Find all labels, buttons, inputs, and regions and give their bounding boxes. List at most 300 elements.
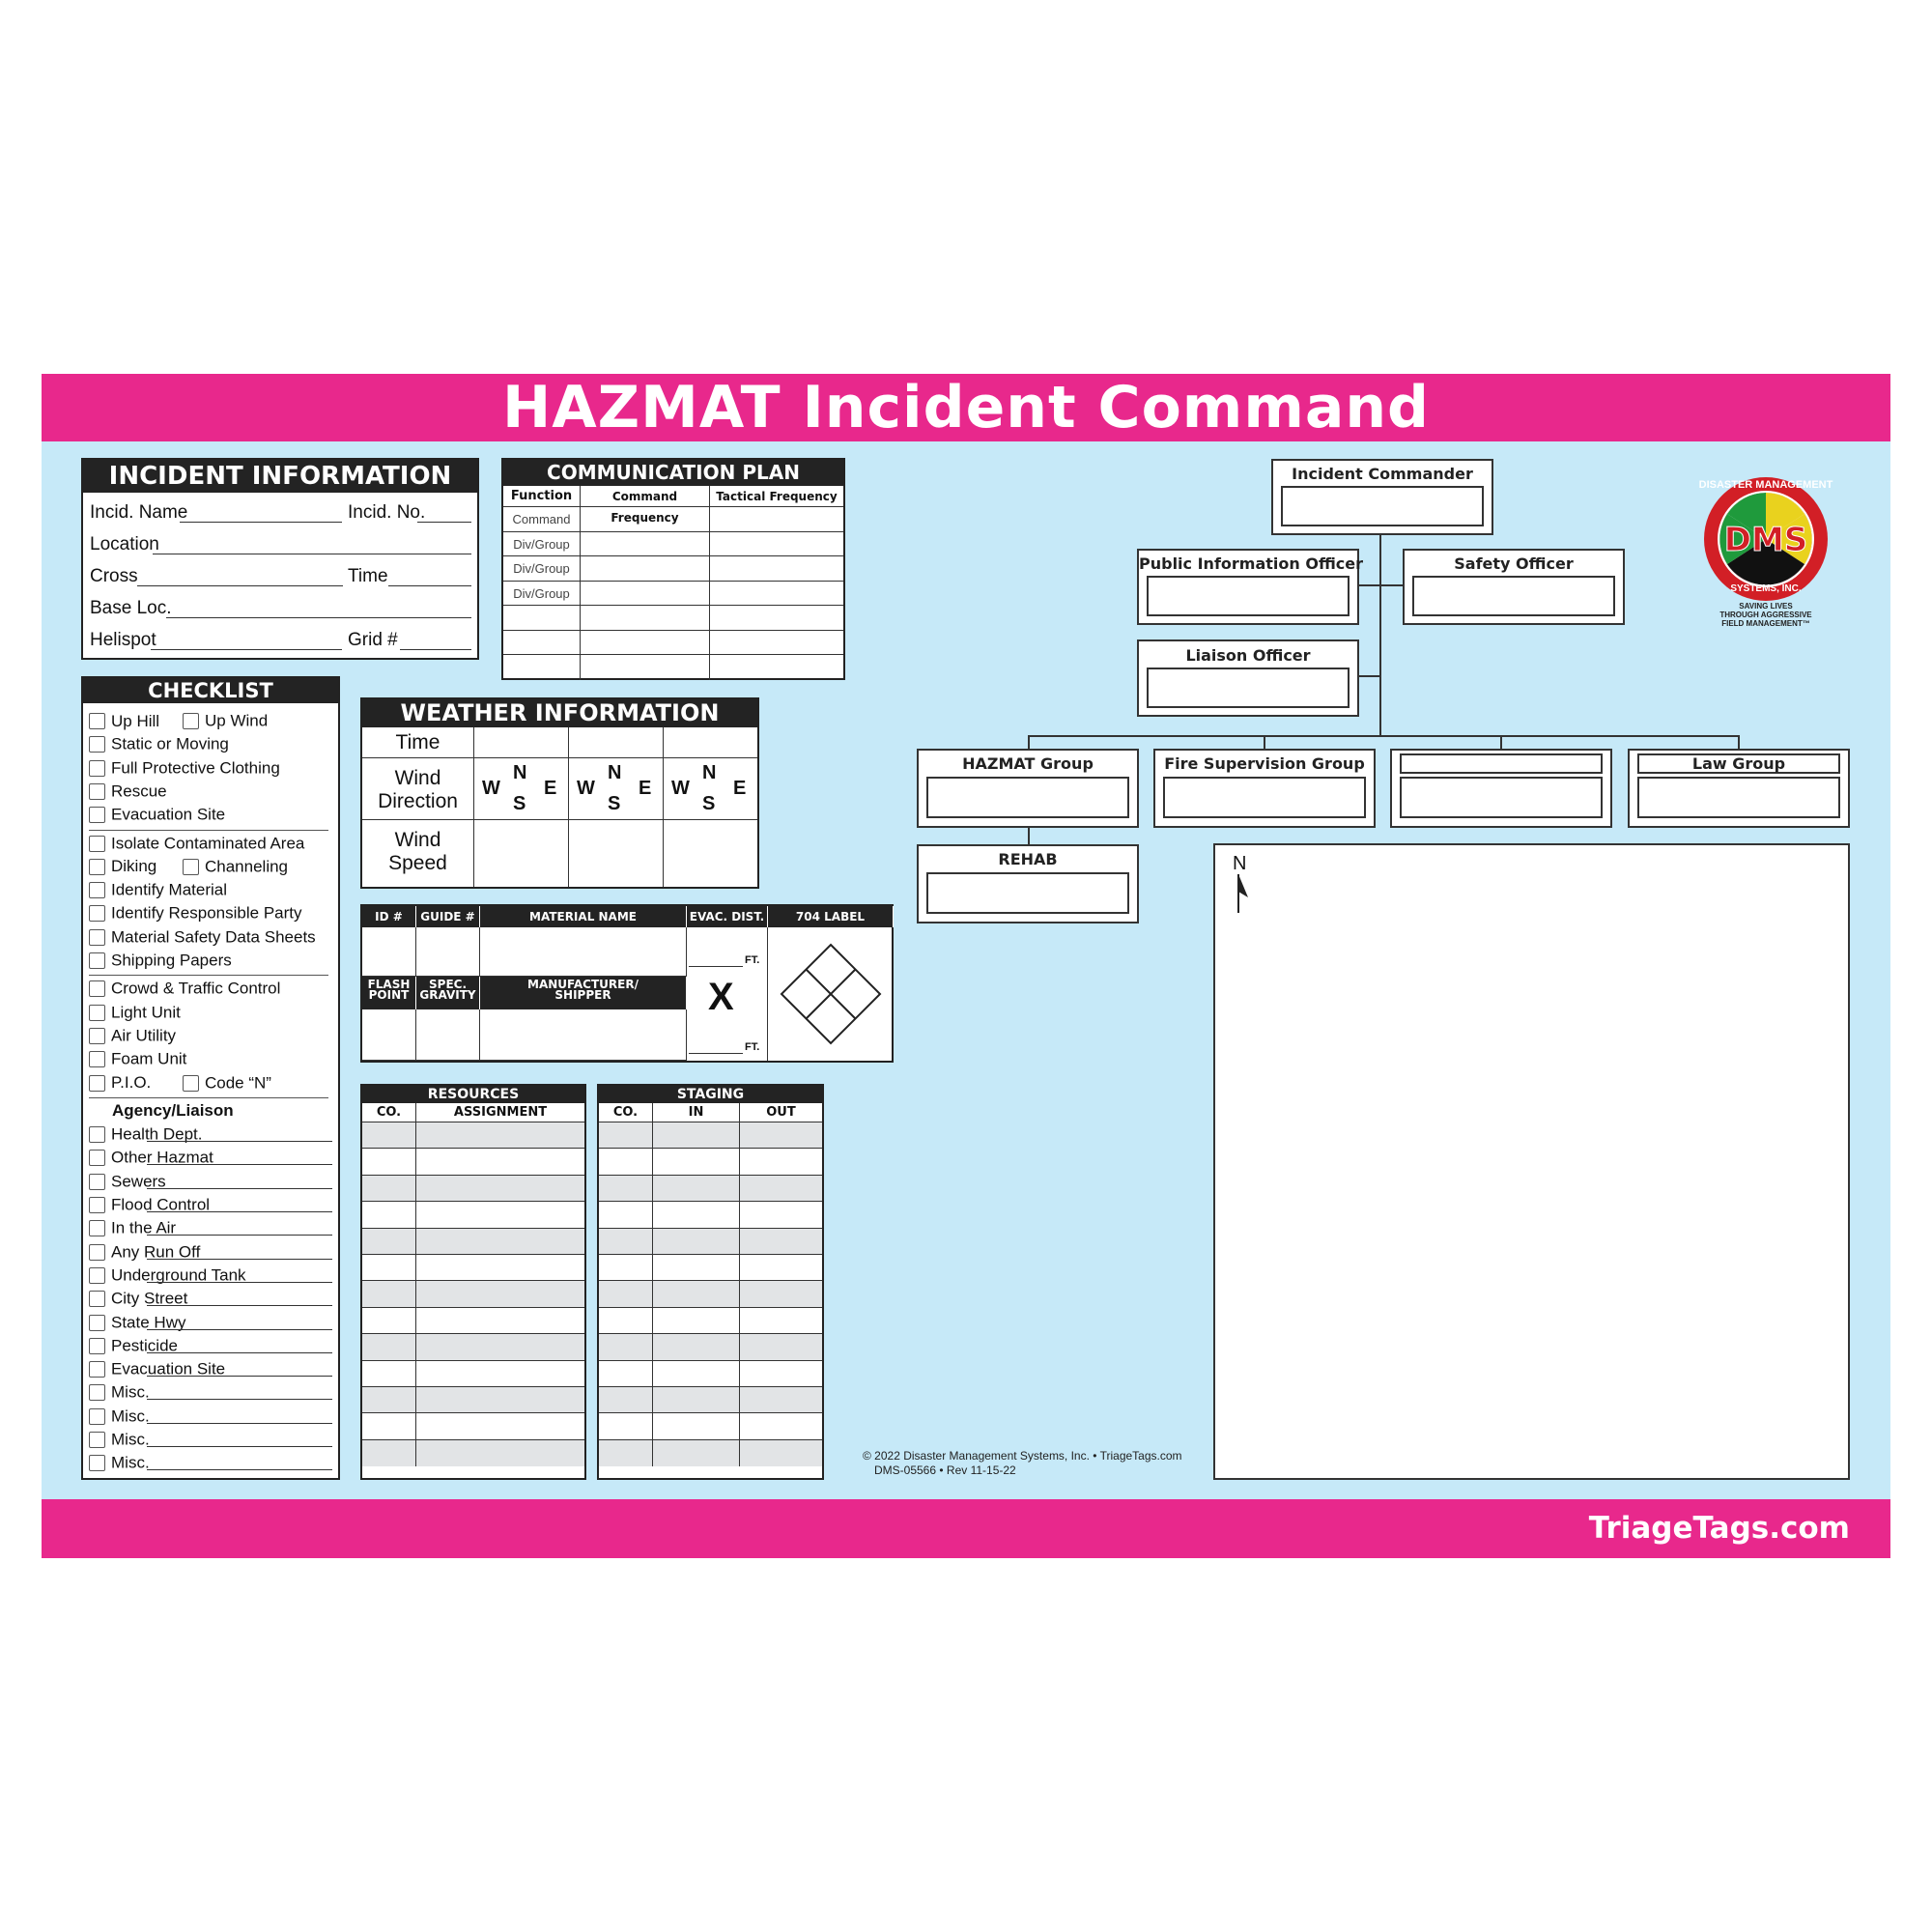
staging-cell[interactable] xyxy=(740,1149,822,1175)
comm-col-header: Tactical Frequency xyxy=(710,486,843,507)
weather-row-label xyxy=(362,727,474,758)
checkbox[interactable] xyxy=(89,952,105,969)
agency-item-label: In the Air xyxy=(111,1218,177,1237)
rehab-field[interactable] xyxy=(926,872,1129,914)
comm-frequency-cell[interactable] xyxy=(710,507,843,532)
flash-point-cell[interactable] xyxy=(362,1009,416,1061)
checklist-item[interactable] xyxy=(89,781,167,801)
sketch-map-area[interactable] xyxy=(1213,843,1850,1480)
hazmat-group-box xyxy=(917,749,1139,828)
checklist-item[interactable] xyxy=(89,1026,176,1045)
checkbox[interactable] xyxy=(89,1244,105,1261)
safety-officer-box xyxy=(1403,549,1625,625)
nfpa-704-diamond-icon[interactable] xyxy=(768,927,894,1061)
staging-cell[interactable] xyxy=(740,1255,822,1281)
grid-label: Grid # xyxy=(348,630,398,650)
safety-officer-label: Safety Officer xyxy=(1454,554,1574,573)
agency-item-line[interactable] xyxy=(147,1305,332,1306)
rehab-box xyxy=(917,844,1139,923)
comm-frequency-cell[interactable] xyxy=(581,556,710,582)
evac-ft-label-top: FT. xyxy=(745,954,760,966)
staging-cell[interactable] xyxy=(653,1149,740,1175)
staging-cell[interactable] xyxy=(740,1176,822,1202)
staging-cell[interactable] xyxy=(740,1440,822,1466)
checkbox[interactable] xyxy=(89,929,105,946)
resources-cell[interactable] xyxy=(362,1361,416,1387)
checklist-item[interactable] xyxy=(89,979,280,998)
checklist-item-label: Foam Unit xyxy=(111,1049,187,1068)
checkbox[interactable] xyxy=(89,836,105,852)
time-field[interactable] xyxy=(388,585,471,586)
org-groups-bar xyxy=(1028,735,1740,737)
evac-ft-line-top[interactable] xyxy=(689,966,743,967)
agency-item-label: Misc. xyxy=(111,1430,150,1449)
communication-plan-header: COMMUNICATION PLAN xyxy=(503,460,843,486)
logo-tagline xyxy=(1681,602,1851,628)
agency-item-line[interactable] xyxy=(147,1376,332,1377)
resources-cell[interactable] xyxy=(362,1255,416,1281)
org-drop-fire xyxy=(1264,735,1265,750)
agency-item[interactable] xyxy=(89,1313,332,1332)
weather-value-cell[interactable] xyxy=(664,758,757,820)
checkbox[interactable] xyxy=(89,1361,105,1378)
comm-function-cell: Div/Group xyxy=(503,556,581,582)
resources-cell[interactable] xyxy=(416,1281,584,1307)
compass-w: W xyxy=(671,778,690,799)
rehab-label: REHAB xyxy=(998,850,1058,868)
weather-value-cell[interactable] xyxy=(474,820,569,887)
checkbox[interactable] xyxy=(89,1315,105,1331)
agency-item-label: Underground Tank xyxy=(111,1265,246,1285)
comm-frequency-cell[interactable] xyxy=(710,655,843,680)
staging-cell[interactable] xyxy=(653,1387,740,1413)
resources-cell[interactable] xyxy=(416,1334,584,1360)
comm-frequency-cell[interactable] xyxy=(710,532,843,557)
compass-n: N xyxy=(608,762,622,783)
resources-cell[interactable] xyxy=(416,1255,584,1281)
checkbox[interactable] xyxy=(89,1150,105,1166)
compass-e: E xyxy=(733,778,747,799)
staging-cell[interactable] xyxy=(599,1440,653,1466)
comm-frequency-cell[interactable] xyxy=(581,532,710,557)
checkbox[interactable] xyxy=(89,1028,105,1044)
staging-cell[interactable] xyxy=(653,1308,740,1334)
resources-cell[interactable] xyxy=(362,1122,416,1149)
staging-cell[interactable] xyxy=(740,1281,822,1307)
comm-frequency-cell[interactable] xyxy=(581,507,710,532)
spec-gravity-header xyxy=(416,977,480,1009)
weather-value-cell[interactable] xyxy=(569,727,664,758)
staging-cell[interactable] xyxy=(599,1176,653,1202)
agency-item-label: Misc. xyxy=(111,1382,150,1402)
resources-cell[interactable] xyxy=(362,1387,416,1413)
evac-distance-cell[interactable] xyxy=(687,927,768,1061)
law-group-title-frame xyxy=(1637,753,1840,774)
material-header-line: SPEC. xyxy=(429,978,467,991)
agency-item[interactable] xyxy=(89,1242,332,1262)
comm-function-cell xyxy=(503,631,581,656)
checklist-panel xyxy=(81,676,340,1480)
resources-cell[interactable] xyxy=(362,1176,416,1202)
cross-label: Cross xyxy=(90,566,138,586)
law-group-field[interactable] xyxy=(1637,777,1840,818)
checklist-item-label: Up Hill xyxy=(111,711,160,730)
agency-item-line[interactable] xyxy=(147,1399,332,1400)
agency-item-label: Evacuation Site xyxy=(111,1359,226,1378)
staging-cell[interactable] xyxy=(653,1440,740,1466)
liaison-officer-label: Liaison Officer xyxy=(1185,646,1311,665)
weather-wind-speed-label: Speed xyxy=(388,852,447,874)
org-pio-connector xyxy=(1358,584,1403,586)
checkbox[interactable] xyxy=(89,1338,105,1354)
incident-commander-field[interactable] xyxy=(1281,486,1484,526)
checkbox[interactable] xyxy=(183,1075,199,1092)
blank-group-field[interactable] xyxy=(1400,777,1603,818)
checkbox[interactable] xyxy=(183,713,199,729)
checkbox[interactable] xyxy=(89,760,105,777)
comm-col-header: Function xyxy=(503,486,581,507)
agency-item-line[interactable] xyxy=(147,1282,332,1283)
material-header-line: MANUFACTURER/ xyxy=(527,978,639,991)
checkbox[interactable] xyxy=(89,1432,105,1448)
resources-column-header: CO. xyxy=(362,1103,416,1122)
staging-cell[interactable] xyxy=(599,1413,653,1439)
material-header-line: GRAVITY xyxy=(419,988,476,1002)
copyright-line2: DMS-05566 • Rev 11-15-22 xyxy=(874,1463,1016,1477)
comm-function-cell: Div/Group xyxy=(503,582,581,607)
incid-no-field[interactable] xyxy=(417,522,471,523)
resources-cell[interactable] xyxy=(362,1440,416,1466)
staging-cell[interactable] xyxy=(653,1413,740,1439)
weather-wind-speed-label: Wind xyxy=(394,829,441,851)
material-header-line: POINT xyxy=(368,988,410,1002)
checkbox[interactable] xyxy=(89,736,105,753)
evac-x-mark: X xyxy=(708,976,734,1018)
comm-function-cell: Command xyxy=(503,507,581,532)
checklist-item-label: Isolate Contaminated Area xyxy=(111,834,305,853)
checklist-item[interactable] xyxy=(89,734,229,753)
checklist-item-label: Material Safety Data Sheets xyxy=(111,927,316,947)
staging-cell[interactable] xyxy=(653,1334,740,1360)
safety-officer-field[interactable] xyxy=(1412,576,1615,616)
incident-information-header: INCIDENT INFORMATION xyxy=(83,460,477,493)
checklist-item[interactable] xyxy=(89,880,227,899)
helispot-field[interactable] xyxy=(151,649,342,650)
agency-item-line[interactable] xyxy=(147,1211,332,1212)
staging-cell[interactable] xyxy=(599,1361,653,1387)
checklist-header: CHECKLIST xyxy=(83,678,338,703)
resources-cell[interactable] xyxy=(362,1413,416,1439)
checklist-item-label: Air Utility xyxy=(111,1026,177,1045)
resources-cell[interactable] xyxy=(416,1176,584,1202)
checkbox[interactable] xyxy=(89,859,105,875)
checkbox[interactable] xyxy=(89,1408,105,1425)
agency-item[interactable] xyxy=(89,1406,332,1426)
pio-box xyxy=(1137,549,1364,625)
footer-site: TriageTags.com xyxy=(1588,1511,1850,1546)
helispot-label: Helispot xyxy=(90,630,156,650)
checklist-item-pair xyxy=(89,857,288,876)
staging-cell[interactable] xyxy=(599,1202,653,1228)
agency-item-line[interactable] xyxy=(147,1164,332,1165)
resources-cell[interactable] xyxy=(362,1229,416,1255)
agency-item[interactable] xyxy=(89,1172,332,1191)
checkbox[interactable] xyxy=(89,783,105,800)
agency-item[interactable] xyxy=(89,1148,332,1167)
staging-cell[interactable] xyxy=(740,1122,822,1149)
north-label: N xyxy=(1233,853,1247,874)
checklist-item-label: Rescue xyxy=(111,781,167,801)
checklist-item-label: Channeling xyxy=(205,857,289,876)
weather-value-cell[interactable] xyxy=(474,727,569,758)
staging-cell[interactable] xyxy=(599,1229,653,1255)
org-trunk xyxy=(1379,534,1381,737)
staging-cell[interactable] xyxy=(653,1176,740,1202)
logo-center-text: DMS xyxy=(1723,521,1808,559)
resources-cell[interactable] xyxy=(416,1387,584,1413)
material-table xyxy=(360,904,894,1063)
north-arrow-icon xyxy=(1235,874,1254,913)
resources-cell[interactable] xyxy=(362,1202,416,1228)
guide-header: GUIDE # xyxy=(416,906,480,927)
manufacturer-header xyxy=(480,977,687,1009)
checkbox[interactable] xyxy=(89,1384,105,1401)
resources-table xyxy=(360,1084,586,1480)
checkbox[interactable] xyxy=(89,980,105,997)
agency-item-line[interactable] xyxy=(147,1235,332,1236)
law-group-box xyxy=(1628,749,1850,828)
staging-cell[interactable] xyxy=(599,1122,653,1149)
resources-cell[interactable] xyxy=(416,1361,584,1387)
weather-value-cell[interactable] xyxy=(569,758,664,820)
weather-wind-direction-label: Wind xyxy=(394,767,441,789)
resources-cell[interactable] xyxy=(416,1229,584,1255)
resources-cell[interactable] xyxy=(416,1149,584,1175)
dms-logo xyxy=(1681,475,1851,649)
weather-value-cell[interactable] xyxy=(664,727,757,758)
staging-cell[interactable] xyxy=(653,1122,740,1149)
weather-value-cell[interactable] xyxy=(474,758,569,820)
resources-header: RESOURCES xyxy=(362,1086,584,1103)
staging-cell[interactable] xyxy=(653,1361,740,1387)
comm-frequency-cell[interactable] xyxy=(581,655,710,680)
checkbox[interactable] xyxy=(89,1051,105,1067)
checklist-item[interactable] xyxy=(89,927,316,947)
fire-supervision-group-box xyxy=(1153,749,1376,828)
logo-tagline-3: FIELD MANAGEMENT™ xyxy=(1721,619,1810,628)
weather-value-cell[interactable] xyxy=(664,820,757,887)
copyright xyxy=(863,1449,1182,1478)
resources-cell[interactable] xyxy=(362,1308,416,1334)
checklist-item[interactable] xyxy=(89,758,280,778)
checkbox[interactable] xyxy=(89,1126,105,1143)
agency-item-label: Other Hazmat xyxy=(111,1148,213,1167)
law-group-label: Law Group xyxy=(1691,754,1786,773)
id-cell[interactable] xyxy=(362,927,416,977)
checkbox[interactable] xyxy=(89,882,105,898)
checklist-item-label: Diking xyxy=(111,857,157,876)
comm-frequency-cell[interactable] xyxy=(710,556,843,582)
agency-item[interactable] xyxy=(89,1430,332,1449)
label704-header: 704 LABEL xyxy=(768,906,894,927)
agency-item-label: Misc. xyxy=(111,1453,150,1472)
agency-item[interactable] xyxy=(89,1124,332,1144)
comm-frequency-cell[interactable] xyxy=(710,631,843,656)
agency-item[interactable] xyxy=(89,1218,332,1237)
comm-frequency-cell[interactable] xyxy=(581,631,710,656)
staging-cell[interactable] xyxy=(599,1281,653,1307)
checklist-divider xyxy=(89,830,328,831)
checkbox[interactable] xyxy=(89,1197,105,1213)
incid-no-label: Incid. No. xyxy=(348,502,426,523)
compass-w: W xyxy=(482,778,500,799)
copyright-line1: © 2022 Disaster Management Systems, Inc. • TriageTags.com xyxy=(863,1449,1182,1463)
hazmat-group-field[interactable] xyxy=(926,777,1129,818)
staging-cell[interactable] xyxy=(599,1308,653,1334)
checkbox[interactable] xyxy=(89,1174,105,1190)
checklist-item-label: Light Unit xyxy=(111,1003,181,1022)
liaison-officer-box xyxy=(1137,639,1359,717)
checkbox[interactable] xyxy=(89,1220,105,1236)
checkbox[interactable] xyxy=(89,1455,105,1471)
resources-cell[interactable] xyxy=(362,1281,416,1307)
staging-header: STAGING xyxy=(599,1086,822,1103)
staging-cell[interactable] xyxy=(740,1413,822,1439)
resources-cell[interactable] xyxy=(416,1308,584,1334)
staging-cell[interactable] xyxy=(740,1229,822,1255)
agency-item-line[interactable] xyxy=(147,1469,332,1470)
pio-label: Public Information Officer xyxy=(1139,554,1364,573)
staging-cell[interactable] xyxy=(599,1334,653,1360)
weather-row-label xyxy=(362,758,474,820)
evac-ft-label-bottom: FT. xyxy=(745,1041,760,1053)
page-title: HAZMAT Incident Command xyxy=(501,374,1430,441)
weather-time-label: Time xyxy=(395,731,440,753)
checklist-item-label: Shipping Papers xyxy=(111,951,232,970)
blank-group-title-field[interactable] xyxy=(1400,753,1603,774)
staging-cell[interactable] xyxy=(740,1387,822,1413)
checkbox[interactable] xyxy=(183,859,199,875)
agency-item-line[interactable] xyxy=(147,1352,332,1353)
weather-wind-direction-label: Direction xyxy=(378,790,458,812)
manufacturer-cell[interactable] xyxy=(480,1009,687,1061)
agency-item[interactable] xyxy=(89,1336,332,1355)
material-header-line: SHIPPER xyxy=(554,988,611,1002)
checklist-item[interactable] xyxy=(89,1049,186,1068)
checkbox[interactable] xyxy=(89,1267,105,1284)
comm-frequency-cell[interactable] xyxy=(710,606,843,631)
agency-item[interactable] xyxy=(89,1265,332,1285)
base-loc-field[interactable] xyxy=(166,617,471,618)
checkbox[interactable] xyxy=(89,713,105,729)
pio-field[interactable] xyxy=(1147,576,1350,616)
resources-cell[interactable] xyxy=(416,1440,584,1466)
agency-item[interactable] xyxy=(89,1195,332,1214)
staging-cell[interactable] xyxy=(653,1229,740,1255)
checklist-item[interactable] xyxy=(89,1003,181,1022)
agency-item-line[interactable] xyxy=(147,1329,332,1330)
staging-cell[interactable] xyxy=(599,1387,653,1413)
flash-point-header xyxy=(362,977,416,1009)
staging-cell[interactable] xyxy=(653,1202,740,1228)
staging-cell[interactable] xyxy=(653,1255,740,1281)
staging-cell[interactable] xyxy=(653,1281,740,1307)
cross-field[interactable] xyxy=(137,585,343,586)
staging-table xyxy=(597,1084,824,1480)
staging-cell[interactable] xyxy=(599,1255,653,1281)
comm-frequency-cell[interactable] xyxy=(581,582,710,607)
agency-item[interactable] xyxy=(89,1289,332,1308)
checklist-item[interactable] xyxy=(89,805,225,824)
incid-name-field[interactable] xyxy=(180,522,342,523)
checklist-item-pair xyxy=(89,711,268,730)
agency-item-line[interactable] xyxy=(147,1259,332,1260)
org-drop-law xyxy=(1738,735,1740,750)
resources-cell[interactable] xyxy=(416,1413,584,1439)
grid-field[interactable] xyxy=(400,649,471,650)
material-name-cell[interactable] xyxy=(480,927,687,977)
agency-item[interactable] xyxy=(89,1382,332,1402)
agency-item-line[interactable] xyxy=(147,1188,332,1189)
base-loc-label: Base Loc. xyxy=(90,598,172,618)
agency-item-label: City Street xyxy=(111,1289,188,1308)
guide-cell[interactable] xyxy=(416,927,480,977)
staging-cell[interactable] xyxy=(740,1202,822,1228)
spec-gravity-cell[interactable] xyxy=(416,1009,480,1061)
comm-frequency-cell[interactable] xyxy=(710,582,843,607)
agency-item[interactable] xyxy=(89,1453,332,1472)
liaison-officer-field[interactable] xyxy=(1147,668,1350,708)
agency-item-line[interactable] xyxy=(147,1446,332,1447)
agency-item[interactable] xyxy=(89,1359,332,1378)
agency-item-label: Misc. xyxy=(111,1406,150,1426)
org-drop-blank xyxy=(1500,735,1502,750)
evac-dist-header: EVAC. DIST. xyxy=(687,906,768,927)
incident-commander-label: Incident Commander xyxy=(1292,465,1473,483)
weather-row-label xyxy=(362,820,474,887)
resources-cell[interactable] xyxy=(362,1334,416,1360)
checklist-item[interactable] xyxy=(89,903,302,923)
staging-cell[interactable] xyxy=(740,1308,822,1334)
agency-item-line[interactable] xyxy=(147,1141,332,1142)
comm-frequency-cell[interactable] xyxy=(581,606,710,631)
staging-cell[interactable] xyxy=(740,1334,822,1360)
agency-item-line[interactable] xyxy=(147,1423,332,1424)
resources-cell[interactable] xyxy=(416,1122,584,1149)
staging-cell[interactable] xyxy=(599,1149,653,1175)
checklist-divider xyxy=(89,975,328,976)
checkbox[interactable] xyxy=(89,905,105,922)
weather-information-panel xyxy=(360,697,759,889)
checkbox[interactable] xyxy=(89,1005,105,1021)
checklist-divider xyxy=(89,1097,328,1098)
resources-cell[interactable] xyxy=(362,1149,416,1175)
compass-n: N xyxy=(513,762,527,783)
checkbox[interactable] xyxy=(89,1291,105,1307)
resources-cell[interactable] xyxy=(416,1202,584,1228)
weather-value-cell[interactable] xyxy=(569,820,664,887)
comm-col-header: Command Frequency xyxy=(581,486,710,507)
hazmat-group-label: HAZMAT Group xyxy=(962,754,1094,773)
compass-e: E xyxy=(544,778,557,799)
checklist-item[interactable] xyxy=(89,834,304,853)
evac-ft-line-bottom[interactable] xyxy=(689,1053,743,1054)
checkbox[interactable] xyxy=(89,807,105,823)
checklist-item[interactable] xyxy=(89,951,232,970)
fire-supervision-group-field[interactable] xyxy=(1163,777,1366,818)
staging-cell[interactable] xyxy=(740,1361,822,1387)
checkbox[interactable] xyxy=(89,1075,105,1092)
